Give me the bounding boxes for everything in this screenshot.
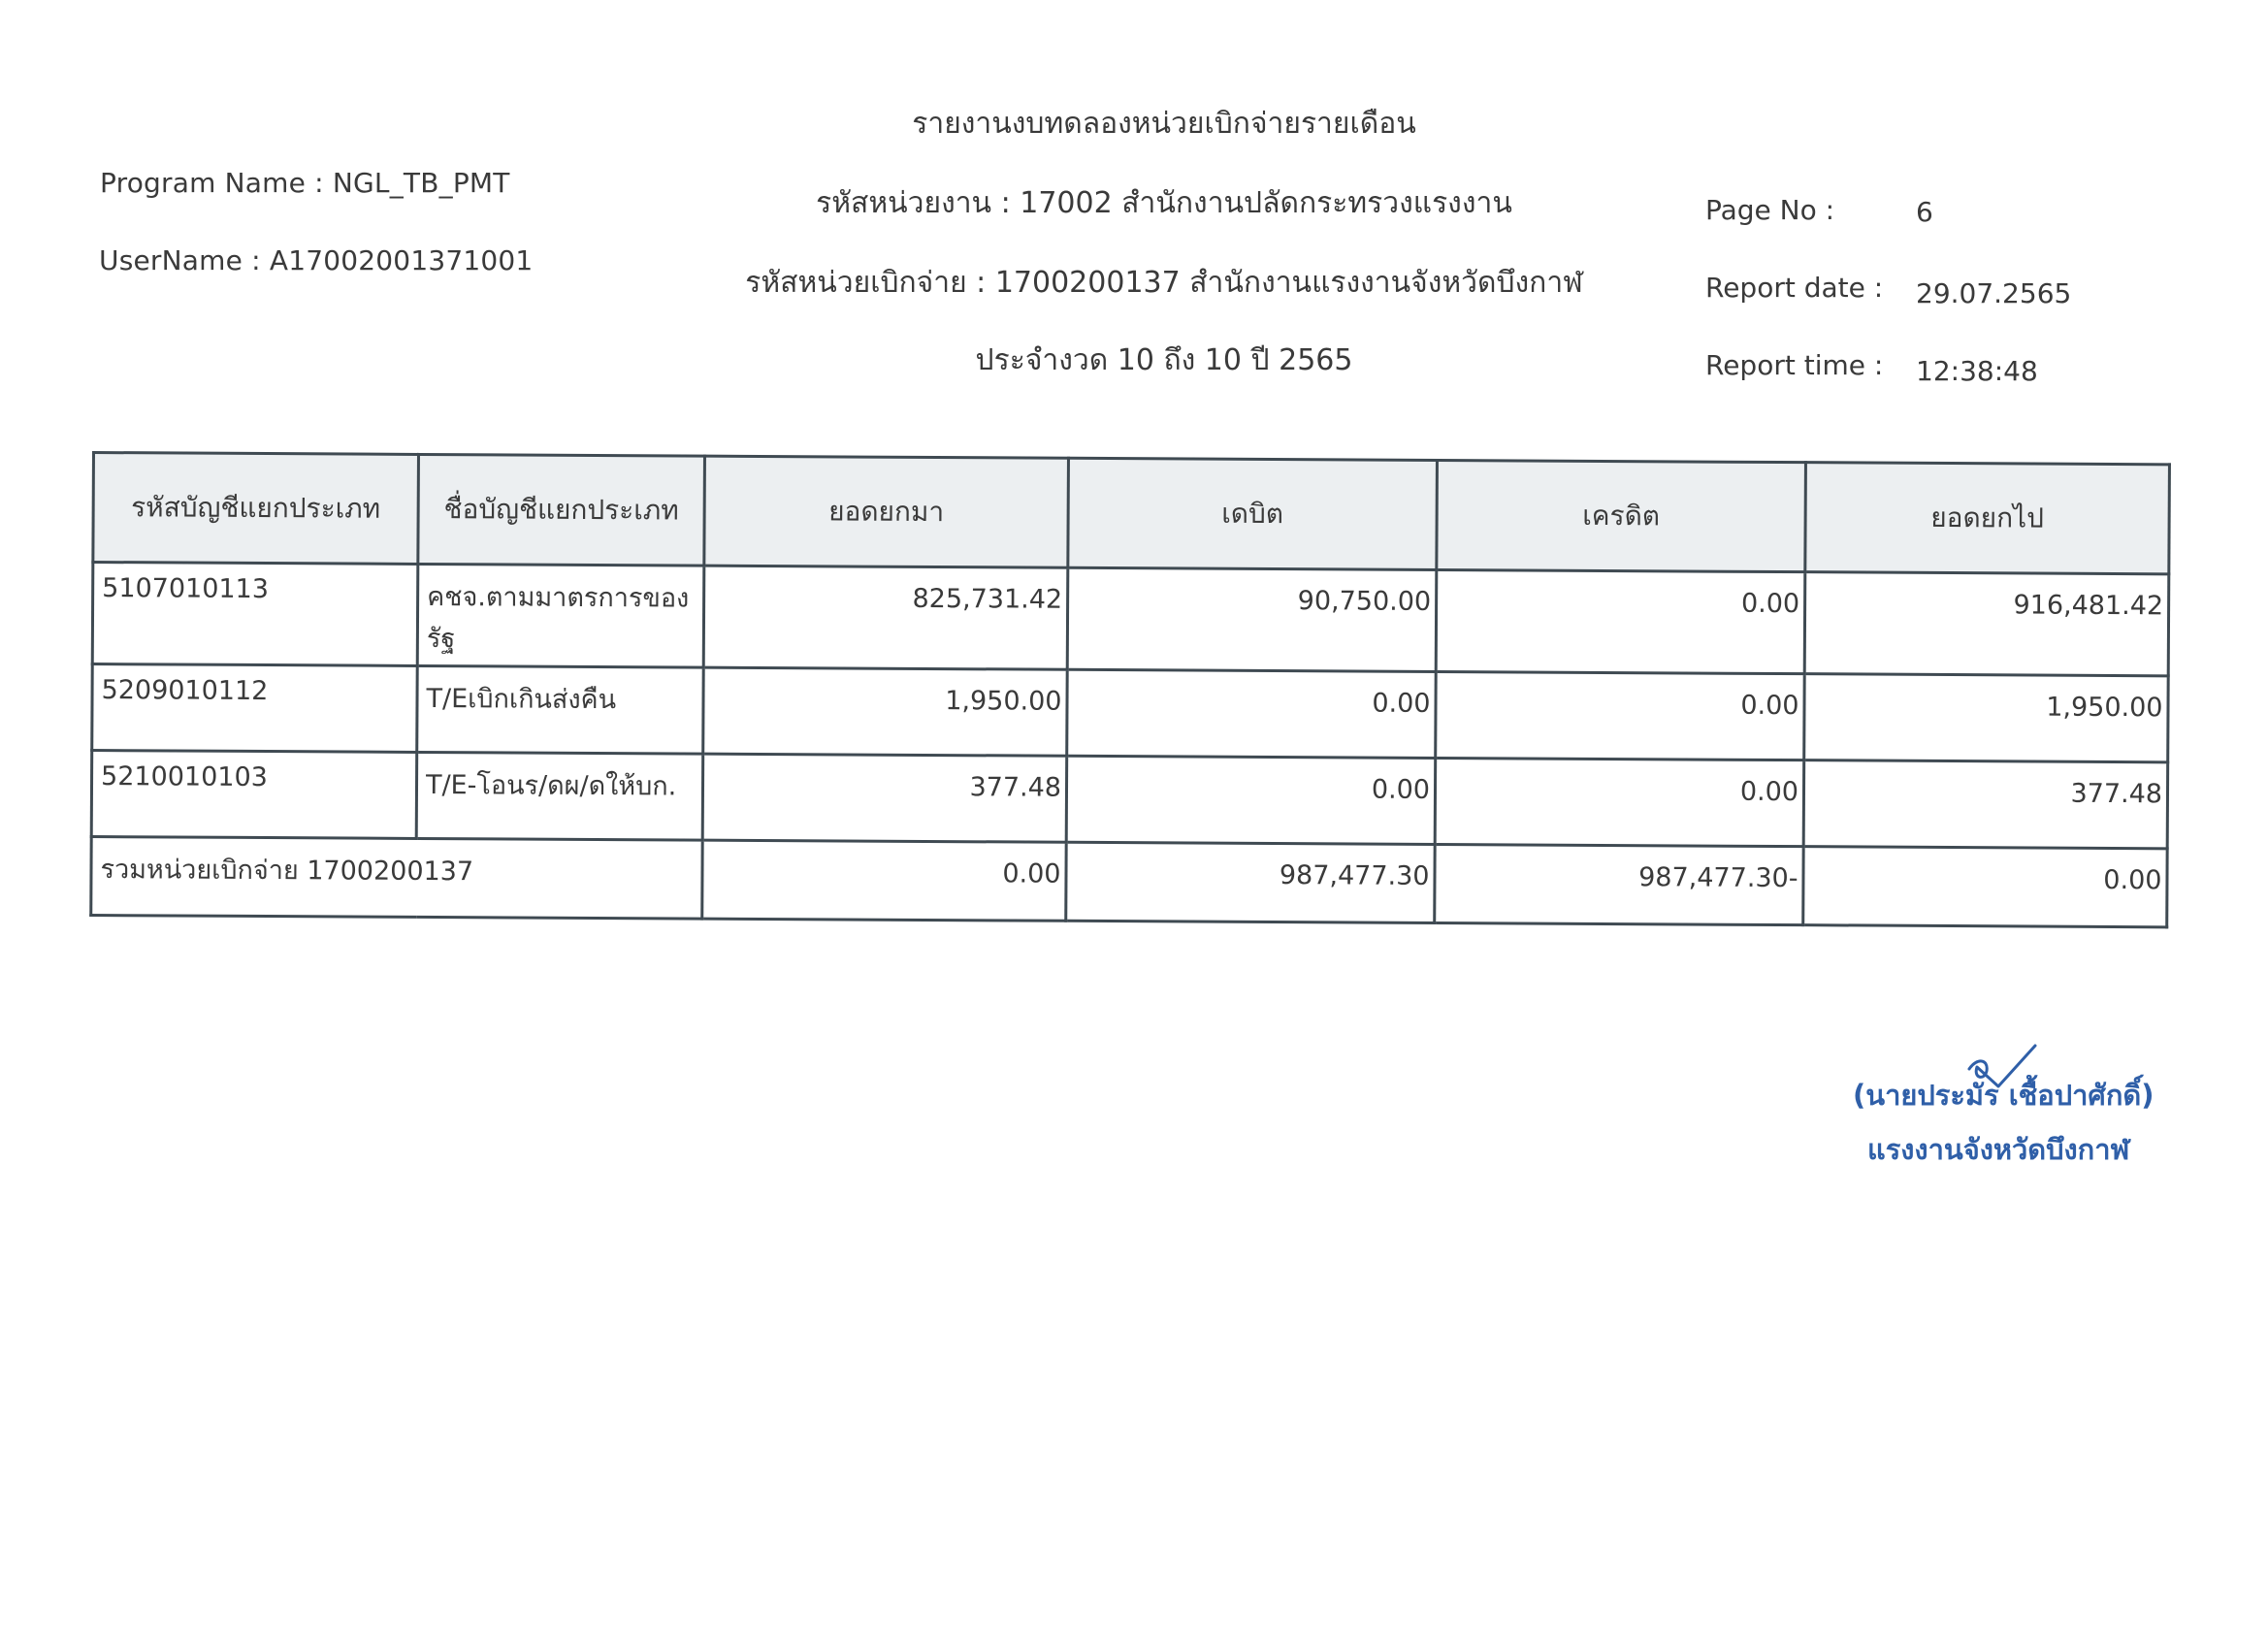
opening-balance-cell: 377.48: [702, 754, 1067, 842]
account-name-cell: T/E-โอนร/ดผ/ดให้บก.: [416, 752, 703, 840]
account-code-cell: 5210010103: [91, 751, 417, 839]
report-title: รายงานงบทดลองหน่วยเบิกจ่ายรายเดือน: [912, 107, 1416, 141]
report-date-label: Report date :: [1705, 272, 1884, 304]
trial-balance-table-wrap: [89, 451, 2168, 928]
closing-balance-cell: 377.48: [1803, 760, 2168, 849]
debit-cell: 0.00: [1066, 756, 1436, 844]
trial-balance-table: [89, 451, 2171, 928]
column-header-account-code: รหัสบัญชีแยกประเภท: [93, 453, 419, 565]
signatory-position: แรงงานจังหวัดบึงกาฬ: [1867, 1133, 2130, 1166]
account-code-cell: 5107010113: [92, 563, 418, 666]
total-credit-cell: 987,477.30-: [1435, 844, 1803, 924]
total-debit-cell: 987,477.30: [1066, 842, 1435, 922]
report-time-value: 12:38:48: [1916, 355, 2038, 387]
signatory-name: (นายประมัร เชื้อปาศักดิ์): [1853, 1079, 2155, 1112]
agency-line: รหัสหน่วยงาน : 17002 สำนักงานปลัดกระทรวงแรงงาน: [816, 186, 1512, 220]
column-header-credit: เครดิต: [1437, 460, 1806, 571]
report-time-label: Report time :: [1705, 349, 1884, 381]
credit-cell: 0.00: [1435, 758, 1804, 846]
column-header-closing-balance: ยอดยกไป: [1805, 463, 2170, 574]
total-opening-cell: 0.00: [702, 840, 1066, 921]
table-row: [92, 664, 2168, 762]
column-header-account-name: ชื่อบัญชีแยกประเภท: [418, 454, 705, 566]
debit-cell: 0.00: [1067, 669, 1437, 758]
debit-cell: 90,750.00: [1067, 567, 1437, 671]
account-code-cell: 5209010112: [92, 664, 418, 753]
total-row: [91, 837, 2167, 927]
page-no-label: Page No :: [1705, 194, 1835, 226]
total-closing-cell: 0.00: [1803, 847, 2167, 927]
closing-balance-cell: 1,950.00: [1804, 674, 2169, 762]
period-line: ประจำงวด 10 ถึง 10 ปี 2565: [975, 343, 1353, 377]
table-header-row: [93, 453, 2170, 574]
account-name-cell: T/Eเบิกเกินส่งคืน: [417, 665, 704, 754]
user-name: UserName : A17002001371001: [99, 244, 534, 276]
column-header-opening-balance: ยอดยกมา: [704, 456, 1069, 567]
disbursement-unit-line: รหัสหน่วยเบิกจ่าย : 1700200137 สำนักงานแรงงานจังหวัดบึงกาฬ: [745, 266, 1583, 300]
account-name-cell: คชจ.ตามมาตรการของรัฐ: [417, 564, 704, 667]
total-label-cell: รวมหน่วยเบิกจ่าย 1700200137: [91, 837, 702, 920]
opening-balance-cell: 825,731.42: [703, 566, 1068, 669]
table-row: [92, 563, 2169, 676]
credit-cell: 0.00: [1436, 671, 1805, 760]
table-row: [91, 751, 2167, 849]
closing-balance-cell: 916,481.42: [1804, 572, 2169, 676]
report-date-value: 29.07.2565: [1916, 277, 2072, 309]
opening-balance-cell: 1,950.00: [703, 667, 1068, 756]
credit-cell: 0.00: [1436, 569, 1805, 673]
program-name: Program Name : NGL_TB_PMT: [100, 167, 510, 199]
column-header-debit: เดบิต: [1068, 458, 1438, 569]
page-no-value: 6: [1916, 196, 1933, 228]
